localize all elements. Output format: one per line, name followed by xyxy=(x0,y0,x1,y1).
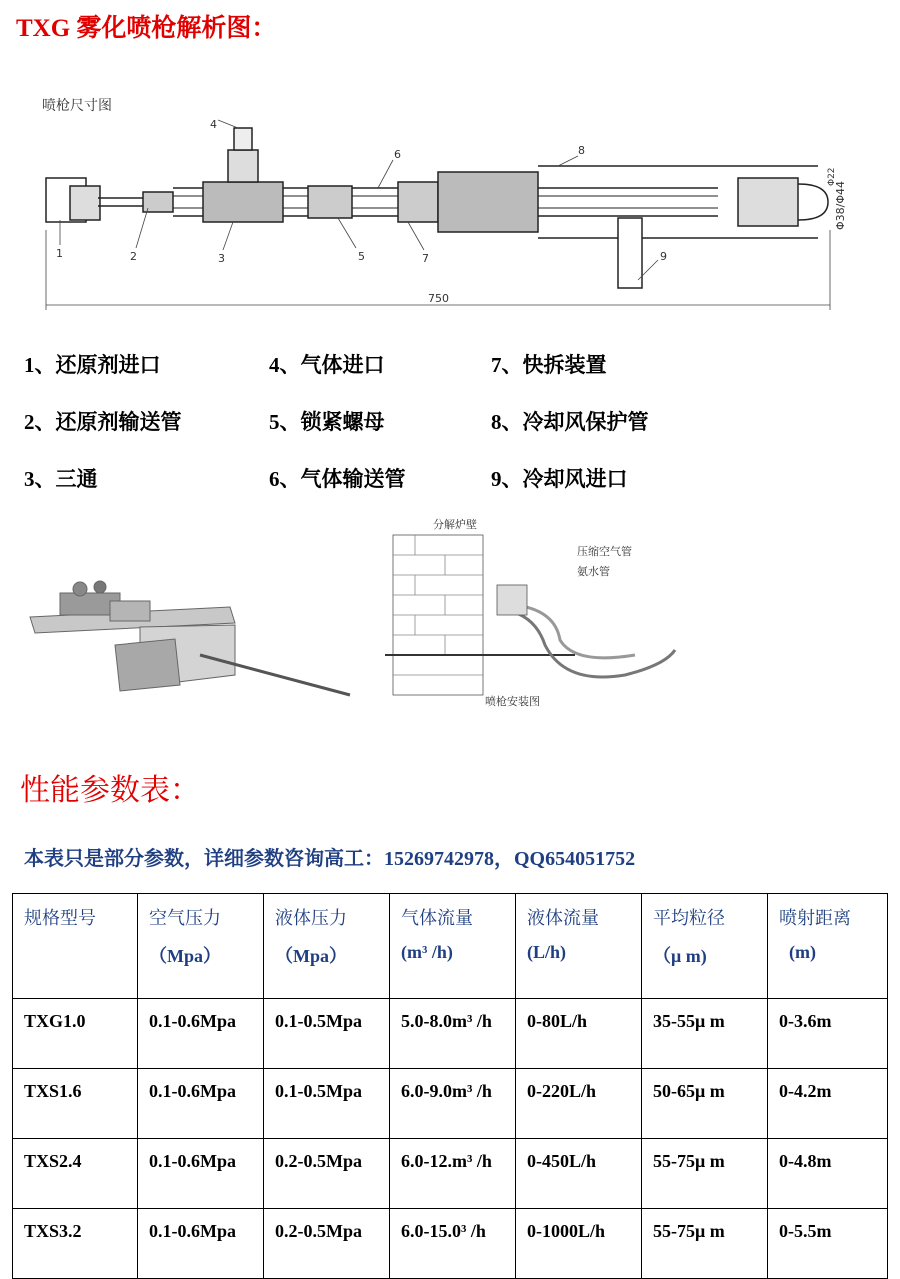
cell: 0-4.2m xyxy=(768,1069,888,1139)
header-model: 规格型号 xyxy=(13,894,138,999)
cell: 0.1-0.6Mpa xyxy=(138,999,264,1069)
table-row xyxy=(13,1139,888,1209)
header-liquid-pressure: 液体压力 （Mpa） xyxy=(264,894,390,999)
air-pipe-label: 压缩空气管 xyxy=(577,545,632,558)
cell: TXS2.4 xyxy=(13,1139,138,1209)
cell: 0.2-0.5Mpa xyxy=(264,1139,390,1209)
performance-table xyxy=(12,893,888,1279)
installation-drawing xyxy=(385,515,695,710)
legend-item: 2、还原剂输送管 xyxy=(24,409,182,434)
cell: 0-450L/h xyxy=(516,1139,642,1209)
cell: 0-3.6m xyxy=(768,999,888,1069)
cell: 0.1-0.6Mpa xyxy=(138,1139,264,1209)
cell: 0-5.5m xyxy=(768,1209,888,1279)
callout-6: 6 xyxy=(394,148,401,161)
header-particle-size: 平均粒径 （μ m) xyxy=(642,894,768,999)
legend-row xyxy=(24,392,864,449)
cell: TXS1.6 xyxy=(13,1069,138,1139)
legend-item: 5、锁紧螺母 xyxy=(269,409,385,434)
cell: 55-75μ m xyxy=(642,1209,768,1279)
cell: 6.0-15.0³ /h xyxy=(390,1209,516,1279)
callout-1: 1 xyxy=(56,247,63,260)
cell: 0-1000L/h xyxy=(516,1209,642,1279)
callout-4: 4 xyxy=(210,118,217,131)
callout-7: 7 xyxy=(422,252,429,265)
legend-item: 3、三通 xyxy=(24,466,98,491)
table-row xyxy=(13,999,888,1069)
cell: 0.1-0.6Mpa xyxy=(138,1209,264,1279)
install-caption: 喷枪安装图 xyxy=(485,695,540,708)
header-liquid-flow: 液体流量 (L/h) xyxy=(516,894,642,999)
legend-item: 1、还原剂进口 xyxy=(24,352,161,377)
table-row xyxy=(13,1069,888,1139)
cell: 0.1-0.5Mpa xyxy=(264,999,390,1069)
callout-3: 3 xyxy=(218,252,225,265)
callout-2: 2 xyxy=(130,250,137,263)
diameter-label: Φ38/Φ44 xyxy=(834,180,847,230)
diameter-label-inner: Φ22 xyxy=(827,167,837,186)
page-title: TXG 雾化喷枪解析图： xyxy=(16,15,277,42)
legend-item: 4、气体进口 xyxy=(269,352,385,377)
wall-label: 分解炉壁 xyxy=(433,518,477,531)
cell: 6.0-12.m³ /h xyxy=(390,1139,516,1209)
cell: TXS3.2 xyxy=(13,1209,138,1279)
legend-row xyxy=(24,335,864,392)
cell: 50-65μ m xyxy=(642,1069,768,1139)
cell: 5.0-8.0m³ /h xyxy=(390,999,516,1069)
parts-legend xyxy=(24,335,864,506)
contact-note: 本表只是部分参数，详细参数咨询高工：15269742978，QQ654051752 xyxy=(24,848,636,870)
table-row xyxy=(13,1209,888,1279)
cell: 0.2-0.5Mpa xyxy=(264,1209,390,1279)
callout-5: 5 xyxy=(358,250,365,263)
nozzle-product-photo xyxy=(20,565,360,705)
dimension-label: 750 xyxy=(428,292,449,305)
callout-9: 9 xyxy=(660,250,667,263)
cell: 0.1-0.5Mpa xyxy=(264,1069,390,1139)
cell: 55-75μ m xyxy=(642,1139,768,1209)
legend-item: 7、快拆装置 xyxy=(491,352,607,377)
performance-title: 性能参数表： xyxy=(20,773,200,808)
legend-item: 8、冷却风保护管 xyxy=(491,409,649,434)
header-air-pressure: 空气压力 （Mpa） xyxy=(138,894,264,999)
legend-item: 9、冷却风进口 xyxy=(491,466,628,491)
cell: 6.0-9.0m³ /h xyxy=(390,1069,516,1139)
nozzle-dimension-drawing xyxy=(38,90,858,320)
legend-row xyxy=(24,449,864,506)
table-header-row xyxy=(13,894,888,999)
cell: 0.1-0.6Mpa xyxy=(138,1069,264,1139)
ammonia-pipe-label: 氨水管 xyxy=(577,565,610,578)
cell: 0-220L/h xyxy=(516,1069,642,1139)
cell: 0-4.8m xyxy=(768,1139,888,1209)
header-gas-flow: 气体流量 (m³ /h) xyxy=(390,894,516,999)
diagram-caption: 喷枪尺寸图 xyxy=(42,98,112,114)
legend-item: 6、气体输送管 xyxy=(269,466,406,491)
callout-8: 8 xyxy=(578,144,585,157)
header-spray-distance: 喷射距离 (m) xyxy=(768,894,888,999)
cell: TXG1.0 xyxy=(13,999,138,1069)
cell: 0-80L/h xyxy=(516,999,642,1069)
cell: 35-55μ m xyxy=(642,999,768,1069)
